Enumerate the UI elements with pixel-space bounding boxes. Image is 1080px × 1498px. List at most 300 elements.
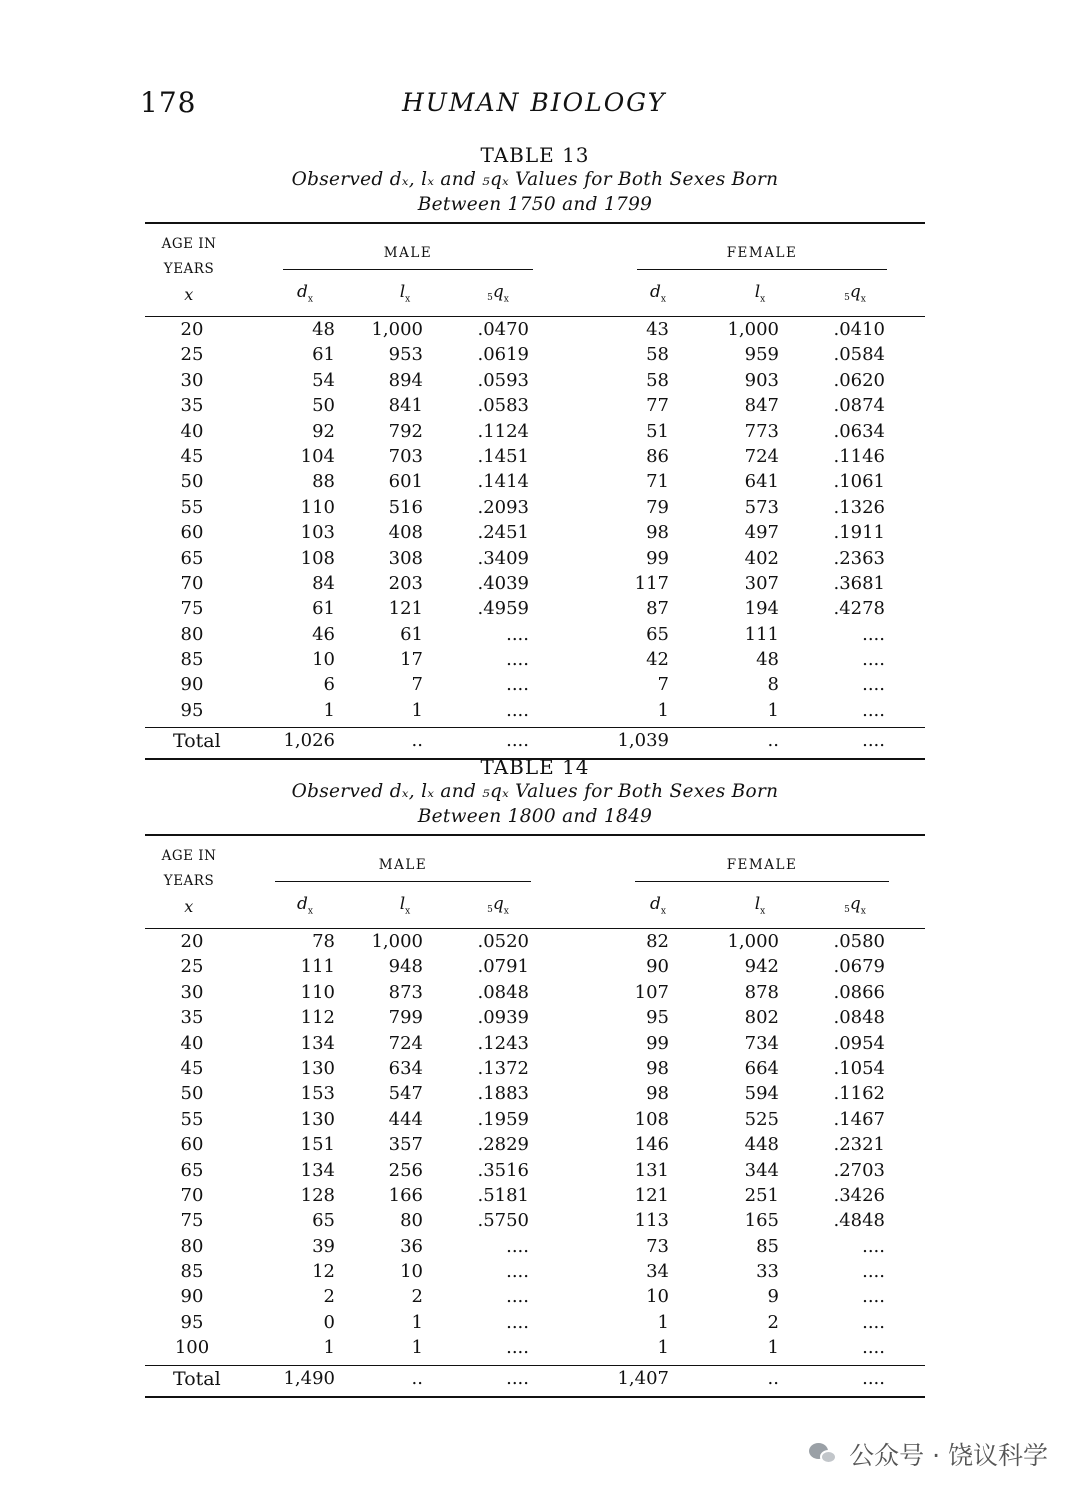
male-l-cell: 799	[388, 1007, 423, 1029]
table-row	[145, 956, 925, 981]
male-d-cell: 61	[312, 344, 335, 366]
female-l-cell: 344	[744, 1159, 779, 1181]
male-l-cell: 121	[388, 598, 423, 620]
male-q-cell: .3516	[477, 1159, 529, 1181]
male-d-cell: 1	[323, 699, 335, 721]
male-q-cell: .0593	[477, 369, 529, 391]
female-q-cell: .0584	[833, 344, 885, 366]
male-q-cell: .5750	[477, 1210, 529, 1232]
age-cell: 60	[180, 1134, 204, 1156]
table-row	[145, 982, 925, 1007]
age-cell: 80	[180, 1235, 204, 1257]
female-d-cell: 98	[646, 522, 669, 544]
watermark-text: 公众号 · 饶议科学	[849, 1441, 1048, 1470]
male-d-cell: 1	[323, 1337, 335, 1359]
male-l-cell: 408	[388, 522, 423, 544]
female-l-cell: 594	[744, 1083, 779, 1105]
male-d-cell: 10	[312, 649, 335, 671]
male-q-cell: .0583	[477, 395, 529, 417]
male-q-cell: .0619	[477, 344, 529, 366]
male-q-cell: ....	[506, 1235, 529, 1257]
male-q-cell: .2451	[477, 522, 529, 544]
male-l-cell: 634	[388, 1057, 423, 1079]
female-q-cell: ....	[862, 1235, 885, 1257]
male-l-cell: 601	[388, 471, 423, 493]
table-row	[145, 319, 925, 344]
female-d-cell: 1	[657, 1337, 669, 1359]
age-cell: 95	[180, 699, 204, 721]
table-header	[145, 224, 925, 316]
age-cell: 85	[180, 1261, 204, 1283]
table-row	[145, 548, 925, 573]
male-d-cell: 48	[312, 319, 335, 340]
female-d-cell: 58	[646, 369, 669, 391]
male-d-cell: 46	[312, 623, 335, 645]
female-d-cell: 7	[657, 674, 669, 696]
female-l-cell: 664	[744, 1057, 779, 1079]
male-d-cell: 104	[300, 445, 335, 467]
male-d-cell: 110	[300, 981, 335, 1003]
age-cell: 70	[180, 572, 204, 594]
age-cell: 95	[180, 1311, 204, 1333]
female-d-cell: 73	[646, 1235, 669, 1257]
male-d-cell: 128	[300, 1184, 335, 1206]
male-l-cell: ..	[411, 730, 423, 752]
total-row	[145, 728, 925, 758]
female-l-cell: 448	[744, 1134, 779, 1156]
table-14	[145, 755, 925, 1398]
table-title: TABLE 14	[480, 755, 590, 779]
male-q-cell: .1883	[477, 1083, 529, 1105]
table-row	[145, 522, 925, 547]
female-l-cell: ..	[767, 730, 779, 752]
female-d-cell: 34	[646, 1261, 669, 1283]
age-cell: 80	[180, 623, 204, 645]
male-q-cell: ....	[506, 623, 529, 645]
male-l-cell: 873	[388, 981, 423, 1003]
age-cell: 35	[180, 395, 204, 417]
male-d-cell: 1,490	[283, 1367, 335, 1389]
age-cell: 40	[180, 1032, 204, 1054]
female-l-cell: 959	[744, 344, 779, 366]
male-d-cell: 39	[312, 1235, 335, 1257]
table-row	[145, 421, 925, 446]
age-cell: 55	[180, 496, 204, 518]
col-female-l: $l_x$	[754, 282, 766, 305]
male-q-cell: ....	[506, 730, 529, 752]
female-d-cell: 113	[634, 1210, 669, 1232]
male-d-cell: 103	[300, 522, 335, 544]
male-q-cell: .1372	[477, 1057, 529, 1079]
total-label: Total	[173, 1367, 221, 1390]
table-body	[145, 929, 925, 1363]
male-d-cell: 151	[300, 1134, 335, 1156]
male-d-cell: 84	[312, 572, 335, 594]
female-d-cell: 1,039	[617, 730, 669, 752]
male-q-cell: ....	[506, 1337, 529, 1359]
male-q-cell: .2829	[477, 1134, 529, 1156]
male-l-cell: 61	[400, 623, 423, 645]
female-d-cell: 95	[646, 1007, 669, 1029]
table-caption: Observed dₓ, lₓ and ₅qₓ Values for Both Sexes Born	[291, 169, 779, 190]
wechat-icon	[809, 1441, 839, 1467]
male-l-cell: 203	[388, 572, 423, 594]
female-q-cell: .4848	[833, 1210, 885, 1232]
age-cell: 90	[180, 1286, 204, 1308]
table-header	[145, 836, 925, 928]
female-q-cell: .0620	[833, 369, 885, 391]
female-q-cell: .2703	[833, 1159, 885, 1181]
male-q-cell: .1124	[477, 420, 529, 442]
male-l-cell: 547	[388, 1083, 423, 1105]
female-d-cell: 90	[646, 956, 669, 978]
female-q-cell: .1061	[833, 471, 885, 493]
male-d-cell: 61	[312, 598, 335, 620]
male-q-cell: .1451	[477, 445, 529, 467]
female-d-cell: 87	[646, 598, 669, 620]
male-q-cell: ....	[506, 649, 529, 671]
table-row	[145, 1134, 925, 1159]
female-d-cell: 51	[646, 420, 669, 442]
age-cell: 20	[180, 319, 204, 340]
female-l-cell: 307	[744, 572, 779, 594]
age-cell: 50	[180, 471, 204, 493]
age-cell: 35	[180, 1007, 204, 1029]
male-header: MALE	[378, 857, 428, 873]
female-q-cell: ....	[862, 1286, 885, 1308]
female-l-cell: 942	[744, 956, 779, 978]
male-d-cell: 130	[300, 1108, 335, 1130]
male-d-cell: 110	[300, 496, 335, 518]
female-l-cell: 1,000	[727, 319, 779, 340]
bottom-rule	[145, 1396, 925, 1398]
table-row	[145, 573, 925, 598]
female-header: FEMALE	[726, 245, 798, 261]
female-l-cell: 773	[744, 420, 779, 442]
female-d-cell: 71	[646, 471, 669, 493]
female-l-cell: 111	[744, 623, 779, 645]
female-d-cell: 117	[634, 572, 669, 594]
age-cell: 25	[180, 344, 204, 366]
male-q-cell: .0939	[477, 1007, 529, 1029]
table-row	[145, 370, 925, 395]
female-d-cell: 131	[634, 1159, 669, 1181]
female-q-cell: .1162	[833, 1083, 885, 1105]
table-row	[145, 931, 925, 956]
table-row	[145, 674, 925, 699]
col-female-d: $d_x$	[650, 894, 666, 917]
table-caption: Observed dₓ, lₓ and ₅qₓ Values for Both Sexes Born	[291, 781, 779, 802]
female-q-cell: ....	[862, 1367, 885, 1389]
page-number: 178	[140, 86, 197, 119]
female-l-cell: 85	[756, 1235, 779, 1257]
female-l-cell: 402	[744, 547, 779, 569]
female-d-cell: 82	[646, 931, 669, 952]
table-row	[145, 1261, 925, 1286]
male-d-cell: 50	[312, 395, 335, 417]
female-d-cell: 58	[646, 344, 669, 366]
female-header: FEMALE	[726, 857, 798, 873]
male-q-cell: ....	[506, 699, 529, 721]
table-row	[145, 598, 925, 623]
age-cell: 20	[180, 931, 204, 952]
col-female-q: $5q_x$	[844, 282, 866, 305]
age-cell: 75	[180, 1210, 204, 1232]
female-l-cell: 8	[767, 674, 779, 696]
female-d-cell: 10	[646, 1286, 669, 1308]
table-total	[145, 1366, 925, 1396]
age-cell: 90	[180, 674, 204, 696]
male-l-cell: 166	[388, 1184, 423, 1206]
age-header: AGE IN YEARS x	[161, 236, 217, 304]
female-l-cell: 878	[744, 981, 779, 1003]
total-row	[145, 1366, 925, 1396]
male-d-cell: 112	[300, 1007, 335, 1029]
female-d-cell: 98	[646, 1083, 669, 1105]
male-header: MALE	[383, 245, 433, 261]
table-row	[145, 1007, 925, 1032]
male-d-cell: 92	[312, 420, 335, 442]
col-male-q: $5q_x$	[487, 894, 509, 917]
female-d-cell: 65	[646, 623, 669, 645]
journal-title: HUMAN BIOLOGY	[402, 88, 667, 117]
female-q-cell: .1146	[833, 445, 885, 467]
male-d-cell: 88	[312, 471, 335, 493]
table-row	[145, 700, 925, 725]
table-row	[145, 1083, 925, 1108]
female-q-cell: ....	[862, 674, 885, 696]
male-l-cell: 894	[388, 369, 423, 391]
age-cell: 40	[180, 420, 204, 442]
age-header: AGE IN YEARS x	[161, 848, 217, 916]
age-cell: 30	[180, 981, 204, 1003]
table-row	[145, 1210, 925, 1235]
table-caption: Between 1800 and 1849	[417, 806, 653, 827]
male-l-cell: 10	[400, 1261, 423, 1283]
female-d-cell: 99	[646, 547, 669, 569]
male-l-cell: 953	[388, 344, 423, 366]
age-cell: 75	[180, 598, 204, 620]
female-q-cell: ....	[862, 1337, 885, 1359]
col-male-l: $l_x$	[399, 894, 411, 917]
watermark	[809, 1436, 1048, 1472]
col-female-l: $l_x$	[754, 894, 766, 917]
table-row	[145, 1337, 925, 1362]
female-d-cell: 77	[646, 395, 669, 417]
male-q-cell: .5181	[477, 1184, 529, 1206]
female-q-cell: .0580	[833, 931, 885, 952]
female-l-cell: 2	[767, 1311, 779, 1333]
age-cell: 65	[180, 547, 204, 569]
table-row	[145, 471, 925, 496]
male-l-cell: 308	[388, 547, 423, 569]
female-q-cell: .0634	[833, 420, 885, 442]
table-row	[145, 344, 925, 369]
table-row	[145, 395, 925, 420]
female-d-cell: 107	[634, 981, 669, 1003]
female-l-cell: 194	[744, 598, 779, 620]
male-q-cell: .0470	[477, 319, 529, 340]
male-q-cell: .0520	[477, 931, 529, 952]
female-q-cell: .3681	[833, 572, 885, 594]
male-l-cell: 948	[388, 956, 423, 978]
female-q-cell: .1054	[833, 1057, 885, 1079]
female-l-cell: 48	[756, 649, 779, 671]
female-l-cell: 847	[744, 395, 779, 417]
table-row	[145, 1236, 925, 1261]
female-d-cell: 86	[646, 445, 669, 467]
age-cell: 45	[180, 445, 204, 467]
male-l-cell: 357	[388, 1134, 423, 1156]
table-row	[145, 1312, 925, 1337]
male-l-cell: ..	[411, 1367, 423, 1389]
female-q-cell: .0848	[833, 1007, 885, 1029]
female-rule	[637, 269, 887, 270]
table-caption: Between 1750 and 1799	[417, 194, 653, 215]
female-q-cell: ....	[862, 1261, 885, 1283]
table-row	[145, 649, 925, 674]
male-q-cell: ....	[506, 1367, 529, 1389]
male-q-cell: ....	[506, 1261, 529, 1283]
col-female-q: $5q_x$	[844, 894, 866, 917]
male-q-cell: .1243	[477, 1032, 529, 1054]
table-13	[145, 143, 925, 760]
female-l-cell: 251	[744, 1184, 779, 1206]
col-male-q: $5q_x$	[487, 282, 509, 305]
female-q-cell: .0874	[833, 395, 885, 417]
running-head	[140, 86, 940, 126]
female-q-cell: .0679	[833, 956, 885, 978]
female-q-cell: ....	[862, 623, 885, 645]
female-q-cell: .3426	[833, 1184, 885, 1206]
female-l-cell: 641	[744, 471, 779, 493]
female-q-cell: .0866	[833, 981, 885, 1003]
male-l-cell: 17	[400, 649, 423, 671]
table-title: TABLE 13	[480, 143, 590, 167]
col-female-d: $d_x$	[650, 282, 666, 305]
table-row	[145, 1058, 925, 1083]
male-l-cell: 516	[388, 496, 423, 518]
male-l-cell: 80	[400, 1210, 423, 1232]
table-row	[145, 1286, 925, 1311]
male-q-cell: .0848	[477, 981, 529, 1003]
age-cell: 55	[180, 1108, 204, 1130]
female-d-cell: 146	[634, 1134, 669, 1156]
female-q-cell: .1326	[833, 496, 885, 518]
male-l-cell: 444	[388, 1108, 423, 1130]
female-d-cell: 79	[646, 496, 669, 518]
male-q-cell: ....	[506, 674, 529, 696]
female-l-cell: 1,000	[727, 931, 779, 952]
table-row	[145, 497, 925, 522]
male-d-cell: 78	[312, 931, 335, 952]
male-d-cell: 2	[323, 1286, 335, 1308]
male-l-cell: 1,000	[371, 319, 423, 340]
male-l-cell: 2	[411, 1286, 423, 1308]
male-d-cell: 153	[300, 1083, 335, 1105]
age-cell: 85	[180, 649, 204, 671]
female-l-cell: 33	[756, 1261, 779, 1283]
female-l-cell: 724	[744, 445, 779, 467]
table-row	[145, 1109, 925, 1134]
male-d-cell: 12	[312, 1261, 335, 1283]
female-l-cell: 1	[767, 699, 779, 721]
female-rule	[635, 881, 889, 882]
table-row	[145, 446, 925, 471]
female-q-cell: .1467	[833, 1108, 885, 1130]
table-row	[145, 1033, 925, 1058]
female-q-cell: .0954	[833, 1032, 885, 1054]
male-d-cell: 65	[312, 1210, 335, 1232]
table-body	[145, 317, 925, 725]
female-d-cell: 42	[646, 649, 669, 671]
male-d-cell: 1,026	[283, 730, 335, 752]
male-l-cell: 703	[388, 445, 423, 467]
male-d-cell: 6	[323, 674, 335, 696]
female-q-cell: .4278	[833, 598, 885, 620]
male-l-cell: 724	[388, 1032, 423, 1054]
male-l-cell: 1,000	[371, 931, 423, 952]
female-q-cell: ....	[862, 699, 885, 721]
male-l-cell: 1	[411, 1337, 423, 1359]
age-cell: 100	[174, 1337, 210, 1359]
male-rule	[283, 269, 533, 270]
col-male-d: $d_x$	[297, 894, 313, 917]
age-cell: 65	[180, 1159, 204, 1181]
female-q-cell: .0410	[833, 319, 885, 340]
female-d-cell: 108	[634, 1108, 669, 1130]
age-cell: 45	[180, 1057, 204, 1079]
male-l-cell: 1	[411, 699, 423, 721]
female-l-cell: 497	[744, 522, 779, 544]
age-cell: 50	[180, 1083, 204, 1105]
age-cell: 25	[180, 956, 204, 978]
female-d-cell: 121	[634, 1184, 669, 1206]
male-l-cell: 36	[400, 1235, 423, 1257]
female-l-cell: 734	[744, 1032, 779, 1054]
col-male-d: $d_x$	[297, 282, 313, 305]
female-l-cell: 165	[744, 1210, 779, 1232]
male-q-cell: .4039	[477, 572, 529, 594]
male-d-cell: 130	[300, 1057, 335, 1079]
female-q-cell: .1911	[833, 522, 885, 544]
female-l-cell: 903	[744, 369, 779, 391]
table-row	[145, 1160, 925, 1185]
male-l-cell: 1	[411, 1311, 423, 1333]
male-d-cell: 134	[300, 1032, 335, 1054]
male-q-cell: .0791	[477, 956, 529, 978]
female-d-cell: 1	[657, 1311, 669, 1333]
age-cell: 60	[180, 522, 204, 544]
male-q-cell: .1959	[477, 1108, 529, 1130]
male-q-cell: .3409	[477, 547, 529, 569]
female-q-cell: .2363	[833, 547, 885, 569]
female-q-cell: .2321	[833, 1134, 885, 1156]
male-l-cell: 7	[411, 674, 423, 696]
male-d-cell: 134	[300, 1159, 335, 1181]
female-l-cell: 525	[744, 1108, 779, 1130]
male-q-cell: .2093	[477, 496, 529, 518]
female-q-cell: ....	[862, 1311, 885, 1333]
female-l-cell: 9	[767, 1286, 779, 1308]
male-q-cell: .1414	[477, 471, 529, 493]
col-male-l: $l_x$	[399, 282, 411, 305]
female-d-cell: 1	[657, 699, 669, 721]
female-d-cell: 98	[646, 1057, 669, 1079]
table-row	[145, 624, 925, 649]
female-d-cell: 99	[646, 1032, 669, 1054]
female-d-cell: 43	[646, 319, 669, 340]
